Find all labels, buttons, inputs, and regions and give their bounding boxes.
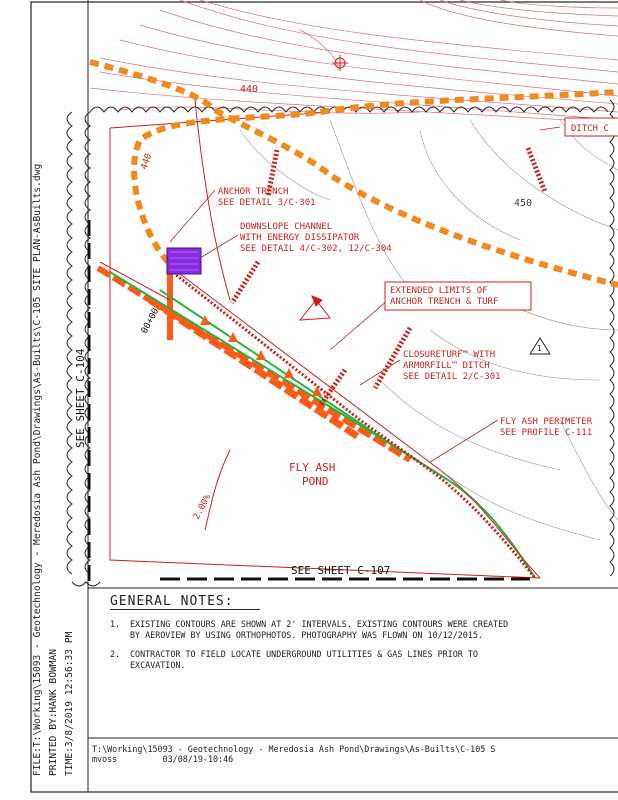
downslope-line-2: WITH ENERGY DISSIPATOR — [240, 233, 360, 243]
footer-path: T:\Working\15093 - Geotechnology - Meredosia Ash Pond\Drawings\As-Builts\C-105 S — [92, 744, 496, 754]
cloud-left-outer — [67, 112, 72, 574]
revision-tag: 1 — [537, 344, 542, 353]
closureturf-line-3: SEE DETAIL 2/C-301 — [403, 372, 501, 382]
see-sheet-c104: SEE SHEET C-104 — [74, 348, 87, 448]
note-item — [110, 619, 608, 640]
cloud-bottom — [72, 582, 100, 586]
closureturf-line-2: ARMORFILL™ DITCH — [403, 361, 490, 371]
gray-contours — [240, 120, 618, 540]
station-label: 00+00 — [139, 306, 162, 336]
revision-cloud — [85, 107, 608, 574]
anchor-trench-line-2: SEE DETAIL 3/C-301 — [218, 198, 316, 208]
downslope-line-1: DOWNSLOPE CHANNEL — [240, 222, 333, 232]
cloud-right — [610, 100, 614, 576]
extended-limits-line-1: EXTENDED LIMITS OF — [390, 286, 488, 296]
downslope-line-3: SEE DETAIL 4/C-302, 12/C-304 — [240, 244, 392, 254]
red-contours — [90, 0, 618, 122]
anchor-trench-line-1: ANCHOR TRENCH — [218, 187, 289, 197]
fly-ash-pond-line-2: POND — [302, 475, 329, 488]
contour-label-2: 440 — [139, 152, 155, 172]
general-notes — [108, 590, 608, 670]
note-text: EXISTING CONTOURS ARE SHOWN AT 2' INTERVALS. EXISTING CONTOURS WERE CREATED BY AEROVIEW BY USING ORTHOPHOTOS. PHOTOGRAPHY WAS FLOWN ON 10/12/2015. — [130, 619, 509, 640]
contour-target — [332, 55, 348, 71]
note-text: CONTRACTOR TO FIELD LOCATE UNDERGROUND UTILITIES & GAS LINES PRIOR TO EXCAVATION. — [130, 649, 478, 670]
drawing-footer — [92, 744, 495, 764]
contour-label-1: 440 — [240, 84, 259, 95]
pond-boundary-line — [110, 112, 540, 578]
fly-ash-pond-line-1: FLY ASH — [289, 461, 336, 474]
extended-limits-line-2: ANCHOR TRENCH & TURF — [390, 297, 499, 307]
notes-title: GENERAL NOTES: — [110, 594, 260, 610]
fly-ash-perimeter-line-1: FLY ASH PERIMETER — [500, 417, 593, 427]
footer-user-date: mvoss 03/08/19-10:46 — [92, 754, 234, 764]
print-time-label: TIME:3/8/2019 12:56:33 PM — [64, 631, 75, 776]
see-sheet-c107: SEE SHEET C-107 — [291, 564, 391, 577]
printed-by-label: PRINTED BY:HANK BOWMAN — [48, 648, 59, 776]
contour-label-3: 450 — [514, 198, 533, 209]
closureturf-line-1: CLOSURETURF™ WITH — [403, 350, 496, 360]
ditch-callout: DITCH C — [571, 124, 609, 134]
note-number: 1. — [110, 619, 121, 629]
channel-markers — [200, 315, 322, 396]
fly-ash-perimeter-line-2: SEE PROFILE C-111 — [500, 428, 593, 438]
note-item — [110, 649, 608, 670]
note-number: 2. — [110, 649, 121, 659]
file-path-label: FILE:T:\Working\15093 - Geotechnology - Meredosia Ash Pond\Drawings\As-Builts\C-105 SITE PLAN-AsBuilts.dwg — [32, 163, 43, 776]
slope-label: 2.00% — [191, 492, 214, 522]
